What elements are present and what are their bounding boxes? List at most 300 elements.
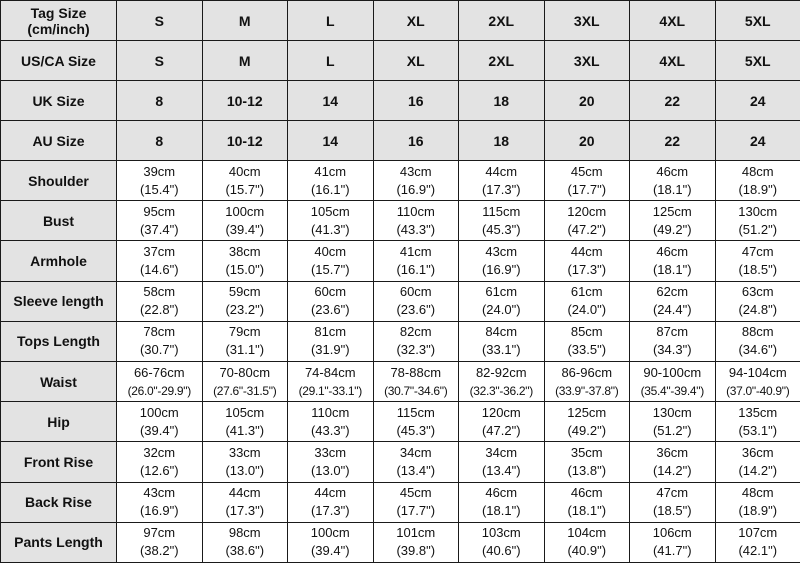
measurement-cell bbox=[288, 482, 374, 522]
inch-value: (14.2") bbox=[630, 462, 715, 480]
measurement-cell bbox=[288, 442, 374, 482]
tag-size-cell: 4XL bbox=[630, 1, 716, 41]
measurement-cell bbox=[288, 402, 374, 442]
inch-value: (23.6") bbox=[374, 301, 459, 319]
measurement-cell bbox=[459, 321, 545, 361]
cm-value: 115cm bbox=[374, 404, 459, 422]
cm-value: 81cm bbox=[288, 323, 373, 341]
us-ca-size-label: US/CA Size bbox=[1, 41, 117, 81]
inch-value: (18.5") bbox=[630, 502, 715, 520]
inch-value: (15.7") bbox=[203, 181, 288, 199]
measurement-cell bbox=[544, 482, 630, 522]
measurement-cell bbox=[630, 522, 716, 562]
cm-value: 63cm bbox=[716, 283, 800, 301]
cm-value: 46cm bbox=[630, 163, 715, 181]
cm-value: 34cm bbox=[459, 444, 544, 462]
cm-value: 101cm bbox=[374, 524, 459, 542]
measurement-row bbox=[1, 361, 800, 401]
inch-value: (49.2") bbox=[545, 422, 630, 440]
cm-value: 38cm bbox=[203, 243, 288, 261]
measurement-cell bbox=[715, 281, 800, 321]
inch-value: (13.8") bbox=[545, 462, 630, 480]
cm-value: 40cm bbox=[203, 163, 288, 181]
measurement-cell bbox=[459, 281, 545, 321]
measurement-cell bbox=[373, 321, 459, 361]
measurement-cell bbox=[544, 522, 630, 562]
measurement-cell bbox=[715, 241, 800, 281]
inch-value: (31.1") bbox=[203, 341, 288, 359]
inch-value: (30.7"-34.6") bbox=[374, 382, 459, 400]
tag-size-row bbox=[1, 1, 800, 41]
inch-value: (23.2") bbox=[203, 301, 288, 319]
measurement-cell bbox=[202, 402, 288, 442]
inch-value: (32.3") bbox=[374, 341, 459, 359]
us-ca-size-cell: 3XL bbox=[544, 41, 630, 81]
measurement-row bbox=[1, 321, 800, 361]
uk-size-cell: 10-12 bbox=[202, 81, 288, 121]
measurement-cell bbox=[288, 522, 374, 562]
inch-value: (17.7") bbox=[374, 502, 459, 520]
measurement-cell bbox=[288, 201, 374, 241]
inch-value: (38.2") bbox=[117, 542, 202, 560]
measurement-cell bbox=[373, 201, 459, 241]
cm-value: 43cm bbox=[117, 484, 202, 502]
inch-value: (24.0") bbox=[459, 301, 544, 319]
inch-value: (17.3") bbox=[459, 181, 544, 199]
measurement-cell bbox=[715, 482, 800, 522]
inch-value: (14.2") bbox=[716, 462, 800, 480]
inch-value: (47.2") bbox=[545, 221, 630, 239]
measurement-cell bbox=[630, 402, 716, 442]
measurement-cell bbox=[544, 201, 630, 241]
cm-value: 100cm bbox=[117, 404, 202, 422]
cm-value: 70-80cm bbox=[203, 364, 288, 382]
cm-value: 46cm bbox=[545, 484, 630, 502]
measurement-cell bbox=[202, 161, 288, 201]
cm-value: 110cm bbox=[288, 404, 373, 422]
us-ca-size-cell: XL bbox=[373, 41, 459, 81]
cm-value: 97cm bbox=[117, 524, 202, 542]
uk-size-cell: 8 bbox=[117, 81, 203, 121]
inch-value: (31.9") bbox=[288, 341, 373, 359]
us-ca-size-cell: S bbox=[117, 41, 203, 81]
inch-value: (41.3") bbox=[203, 422, 288, 440]
measurement-cell bbox=[715, 361, 800, 401]
inch-value: (43.3") bbox=[288, 422, 373, 440]
measurement-cell bbox=[715, 161, 800, 201]
inch-value: (16.1") bbox=[288, 181, 373, 199]
cm-value: 74-84cm bbox=[288, 364, 373, 382]
measurement-label: Sleeve length bbox=[1, 281, 117, 321]
measurement-cell bbox=[117, 361, 203, 401]
inch-value: (49.2") bbox=[630, 221, 715, 239]
measurement-cell bbox=[373, 522, 459, 562]
measurement-cell bbox=[715, 522, 800, 562]
measurement-cell bbox=[117, 161, 203, 201]
measurement-row bbox=[1, 281, 800, 321]
cm-value: 45cm bbox=[374, 484, 459, 502]
measurement-cell bbox=[202, 442, 288, 482]
measurement-cell bbox=[630, 241, 716, 281]
measurement-cell bbox=[373, 281, 459, 321]
cm-value: 40cm bbox=[288, 243, 373, 261]
au-size-cell: 16 bbox=[373, 121, 459, 161]
inch-value: (18.1") bbox=[630, 261, 715, 279]
measurement-cell bbox=[288, 161, 374, 201]
cm-value: 125cm bbox=[630, 203, 715, 221]
cm-value: 90-100cm bbox=[630, 364, 715, 382]
cm-value: 44cm bbox=[545, 243, 630, 261]
measurement-cell bbox=[630, 321, 716, 361]
inch-value: (30.7") bbox=[117, 341, 202, 359]
cm-value: 62cm bbox=[630, 283, 715, 301]
cm-value: 120cm bbox=[545, 203, 630, 221]
inch-value: (18.9") bbox=[716, 502, 800, 520]
inch-value: (38.6") bbox=[203, 542, 288, 560]
measurement-cell bbox=[117, 402, 203, 442]
us-ca-size-cell: M bbox=[202, 41, 288, 81]
uk-size-label: UK Size bbox=[1, 81, 117, 121]
cm-value: 35cm bbox=[545, 444, 630, 462]
measurement-cell bbox=[117, 241, 203, 281]
measurement-cell bbox=[459, 201, 545, 241]
inch-value: (16.9") bbox=[459, 261, 544, 279]
us-ca-size-cell: 5XL bbox=[715, 41, 800, 81]
measurement-cell bbox=[202, 201, 288, 241]
inch-value: (29.1"-33.1") bbox=[288, 382, 373, 400]
cm-value: 48cm bbox=[716, 163, 800, 181]
cm-value: 61cm bbox=[459, 283, 544, 301]
au-size-cell: 14 bbox=[288, 121, 374, 161]
measurement-cell bbox=[544, 241, 630, 281]
measurement-label: Front Rise bbox=[1, 442, 117, 482]
measurement-label: Armhole bbox=[1, 241, 117, 281]
cm-value: 33cm bbox=[288, 444, 373, 462]
us-ca-size-cell: L bbox=[288, 41, 374, 81]
measurement-cell bbox=[459, 482, 545, 522]
measurement-cell bbox=[373, 161, 459, 201]
measurement-cell bbox=[202, 482, 288, 522]
tag-size-cell: S bbox=[117, 1, 203, 41]
tag-size-label-line2: (cm/inch) bbox=[1, 21, 116, 37]
measurement-cell bbox=[459, 522, 545, 562]
cm-value: 87cm bbox=[630, 323, 715, 341]
measurement-row bbox=[1, 522, 800, 562]
cm-value: 120cm bbox=[459, 404, 544, 422]
cm-value: 82cm bbox=[374, 323, 459, 341]
inch-value: (37.4") bbox=[117, 221, 202, 239]
cm-value: 107cm bbox=[716, 524, 800, 542]
inch-value: (45.3") bbox=[459, 221, 544, 239]
au-size-cell: 8 bbox=[117, 121, 203, 161]
inch-value: (27.6"-31.5") bbox=[203, 382, 288, 400]
tag-size-cell: 3XL bbox=[544, 1, 630, 41]
measurement-cell bbox=[202, 281, 288, 321]
inch-value: (13.0") bbox=[288, 462, 373, 480]
measurement-cell bbox=[117, 281, 203, 321]
measurement-cell bbox=[630, 482, 716, 522]
measurement-row bbox=[1, 241, 800, 281]
measurement-cell bbox=[459, 161, 545, 201]
cm-value: 44cm bbox=[203, 484, 288, 502]
inch-value: (26.0"-29.9") bbox=[117, 382, 202, 400]
measurement-label: Tops Length bbox=[1, 321, 117, 361]
measurement-row bbox=[1, 201, 800, 241]
cm-value: 60cm bbox=[374, 283, 459, 301]
cm-value: 36cm bbox=[630, 444, 715, 462]
au-size-cell: 24 bbox=[715, 121, 800, 161]
measurement-cell bbox=[630, 201, 716, 241]
measurement-cell bbox=[202, 321, 288, 361]
measurement-cell bbox=[459, 361, 545, 401]
measurement-cell bbox=[459, 402, 545, 442]
measurement-label: Waist bbox=[1, 361, 117, 401]
inch-value: (18.5") bbox=[716, 261, 800, 279]
cm-value: 45cm bbox=[545, 163, 630, 181]
measurement-cell bbox=[544, 321, 630, 361]
measurement-cell bbox=[373, 241, 459, 281]
cm-value: 43cm bbox=[374, 163, 459, 181]
cm-value: 39cm bbox=[117, 163, 202, 181]
au-size-cell: 10-12 bbox=[202, 121, 288, 161]
measurement-cell bbox=[117, 321, 203, 361]
uk-size-cell: 14 bbox=[288, 81, 374, 121]
inch-value: (40.9") bbox=[545, 542, 630, 560]
cm-value: 125cm bbox=[545, 404, 630, 422]
cm-value: 48cm bbox=[716, 484, 800, 502]
cm-value: 95cm bbox=[117, 203, 202, 221]
cm-value: 135cm bbox=[716, 404, 800, 422]
cm-value: 130cm bbox=[716, 203, 800, 221]
measurement-cell bbox=[117, 201, 203, 241]
inch-value: (17.7") bbox=[545, 181, 630, 199]
inch-value: (18.1") bbox=[545, 502, 630, 520]
measurement-label: Bust bbox=[1, 201, 117, 241]
cm-value: 37cm bbox=[117, 243, 202, 261]
measurement-row bbox=[1, 402, 800, 442]
measurement-cell bbox=[202, 522, 288, 562]
inch-value: (18.1") bbox=[630, 181, 715, 199]
us-ca-size-cell: 2XL bbox=[459, 41, 545, 81]
measurement-cell bbox=[373, 442, 459, 482]
inch-value: (53.1") bbox=[716, 422, 800, 440]
measurement-cell bbox=[715, 442, 800, 482]
inch-value: (18.1") bbox=[459, 502, 544, 520]
inch-value: (33.1") bbox=[459, 341, 544, 359]
size-chart-body bbox=[1, 1, 800, 563]
uk-size-cell: 20 bbox=[544, 81, 630, 121]
au-size-cell: 18 bbox=[459, 121, 545, 161]
inch-value: (47.2") bbox=[459, 422, 544, 440]
inch-value: (17.3") bbox=[203, 502, 288, 520]
uk-size-cell: 16 bbox=[373, 81, 459, 121]
inch-value: (22.8") bbox=[117, 301, 202, 319]
uk-size-cell: 24 bbox=[715, 81, 800, 121]
inch-value: (13.4") bbox=[374, 462, 459, 480]
inch-value: (45.3") bbox=[374, 422, 459, 440]
cm-value: 60cm bbox=[288, 283, 373, 301]
inch-value: (17.3") bbox=[545, 261, 630, 279]
measurement-cell bbox=[715, 402, 800, 442]
inch-value: (15.7") bbox=[288, 261, 373, 279]
measurement-row bbox=[1, 161, 800, 201]
cm-value: 130cm bbox=[630, 404, 715, 422]
measurement-cell bbox=[715, 321, 800, 361]
measurement-cell bbox=[544, 281, 630, 321]
measurement-cell bbox=[630, 361, 716, 401]
inch-value: (33.9"-37.8") bbox=[545, 382, 630, 400]
cm-value: 100cm bbox=[288, 524, 373, 542]
tag-size-cell: M bbox=[202, 1, 288, 41]
inch-value: (14.6") bbox=[117, 261, 202, 279]
us-ca-size-cell: 4XL bbox=[630, 41, 716, 81]
measurement-row bbox=[1, 442, 800, 482]
measurement-cell bbox=[459, 442, 545, 482]
inch-value: (18.9") bbox=[716, 181, 800, 199]
inch-value: (23.6") bbox=[288, 301, 373, 319]
cm-value: 100cm bbox=[203, 203, 288, 221]
cm-value: 104cm bbox=[545, 524, 630, 542]
cm-value: 41cm bbox=[374, 243, 459, 261]
au-size-cell: 22 bbox=[630, 121, 716, 161]
cm-value: 44cm bbox=[459, 163, 544, 181]
cm-value: 33cm bbox=[203, 444, 288, 462]
uk-size-row bbox=[1, 81, 800, 121]
inch-value: (51.2") bbox=[630, 422, 715, 440]
cm-value: 58cm bbox=[117, 283, 202, 301]
cm-value: 88cm bbox=[716, 323, 800, 341]
cm-value: 46cm bbox=[459, 484, 544, 502]
cm-value: 47cm bbox=[630, 484, 715, 502]
inch-value: (39.4") bbox=[203, 221, 288, 239]
measurement-cell bbox=[373, 482, 459, 522]
uk-size-cell: 22 bbox=[630, 81, 716, 121]
inch-value: (33.5") bbox=[545, 341, 630, 359]
cm-value: 66-76cm bbox=[117, 364, 202, 382]
measurement-cell bbox=[544, 442, 630, 482]
cm-value: 79cm bbox=[203, 323, 288, 341]
au-size-label: AU Size bbox=[1, 121, 117, 161]
measurement-label: Shoulder bbox=[1, 161, 117, 201]
cm-value: 106cm bbox=[630, 524, 715, 542]
inch-value: (42.1") bbox=[716, 542, 800, 560]
measurement-cell bbox=[544, 161, 630, 201]
tag-size-cell: 2XL bbox=[459, 1, 545, 41]
uk-size-cell: 18 bbox=[459, 81, 545, 121]
inch-value: (39.4") bbox=[288, 542, 373, 560]
cm-value: 110cm bbox=[374, 203, 459, 221]
tag-size-cell: XL bbox=[373, 1, 459, 41]
measurement-cell bbox=[117, 522, 203, 562]
inch-value: (39.4") bbox=[117, 422, 202, 440]
tag-size-label bbox=[1, 1, 117, 41]
inch-value: (39.8") bbox=[374, 542, 459, 560]
cm-value: 59cm bbox=[203, 283, 288, 301]
inch-value: (41.7") bbox=[630, 542, 715, 560]
measurement-cell bbox=[202, 361, 288, 401]
measurement-cell bbox=[288, 281, 374, 321]
measurement-cell bbox=[288, 321, 374, 361]
cm-value: 46cm bbox=[630, 243, 715, 261]
measurement-cell bbox=[288, 361, 374, 401]
inch-value: (37.0"-40.9") bbox=[716, 382, 800, 400]
au-size-row bbox=[1, 121, 800, 161]
cm-value: 78cm bbox=[117, 323, 202, 341]
inch-value: (15.4") bbox=[117, 181, 202, 199]
measurement-cell bbox=[544, 361, 630, 401]
inch-value: (24.8") bbox=[716, 301, 800, 319]
cm-value: 94-104cm bbox=[716, 364, 800, 382]
inch-value: (43.3") bbox=[374, 221, 459, 239]
inch-value: (24.4") bbox=[630, 301, 715, 319]
cm-value: 105cm bbox=[288, 203, 373, 221]
cm-value: 44cm bbox=[288, 484, 373, 502]
cm-value: 105cm bbox=[203, 404, 288, 422]
cm-value: 61cm bbox=[545, 283, 630, 301]
measurement-cell bbox=[544, 402, 630, 442]
cm-value: 41cm bbox=[288, 163, 373, 181]
cm-value: 82-92cm bbox=[459, 364, 544, 382]
inch-value: (17.3") bbox=[288, 502, 373, 520]
cm-value: 32cm bbox=[117, 444, 202, 462]
measurement-cell bbox=[630, 161, 716, 201]
measurement-cell bbox=[373, 402, 459, 442]
au-size-cell: 20 bbox=[544, 121, 630, 161]
measurement-cell bbox=[630, 442, 716, 482]
measurement-cell bbox=[288, 241, 374, 281]
inch-value: (12.6") bbox=[117, 462, 202, 480]
cm-value: 115cm bbox=[459, 203, 544, 221]
cm-value: 36cm bbox=[716, 444, 800, 462]
tag-size-cell: L bbox=[288, 1, 374, 41]
cm-value: 78-88cm bbox=[374, 364, 459, 382]
cm-value: 47cm bbox=[716, 243, 800, 261]
measurement-cell bbox=[202, 241, 288, 281]
cm-value: 85cm bbox=[545, 323, 630, 341]
measurement-label: Pants Length bbox=[1, 522, 117, 562]
inch-value: (16.9") bbox=[117, 502, 202, 520]
inch-value: (13.0") bbox=[203, 462, 288, 480]
inch-value: (51.2") bbox=[716, 221, 800, 239]
inch-value: (35.4"-39.4") bbox=[630, 382, 715, 400]
cm-value: 98cm bbox=[203, 524, 288, 542]
inch-value: (34.6") bbox=[716, 341, 800, 359]
inch-value: (24.0") bbox=[545, 301, 630, 319]
inch-value: (15.0") bbox=[203, 261, 288, 279]
measurement-cell bbox=[630, 281, 716, 321]
inch-value: (16.1") bbox=[374, 261, 459, 279]
measurement-row bbox=[1, 482, 800, 522]
us-ca-size-row bbox=[1, 41, 800, 81]
cm-value: 43cm bbox=[459, 243, 544, 261]
inch-value: (16.9") bbox=[374, 181, 459, 199]
inch-value: (32.3"-36.2") bbox=[459, 382, 544, 400]
measurement-cell bbox=[117, 482, 203, 522]
measurement-cell bbox=[373, 361, 459, 401]
measurement-cell bbox=[117, 442, 203, 482]
cm-value: 84cm bbox=[459, 323, 544, 341]
cm-value: 86-96cm bbox=[545, 364, 630, 382]
inch-value: (41.3") bbox=[288, 221, 373, 239]
tag-size-label-line1: Tag Size bbox=[1, 5, 116, 21]
inch-value: (40.6") bbox=[459, 542, 544, 560]
cm-value: 34cm bbox=[374, 444, 459, 462]
measurement-label: Hip bbox=[1, 402, 117, 442]
inch-value: (13.4") bbox=[459, 462, 544, 480]
tag-size-cell: 5XL bbox=[715, 1, 800, 41]
measurement-cell bbox=[459, 241, 545, 281]
cm-value: 103cm bbox=[459, 524, 544, 542]
